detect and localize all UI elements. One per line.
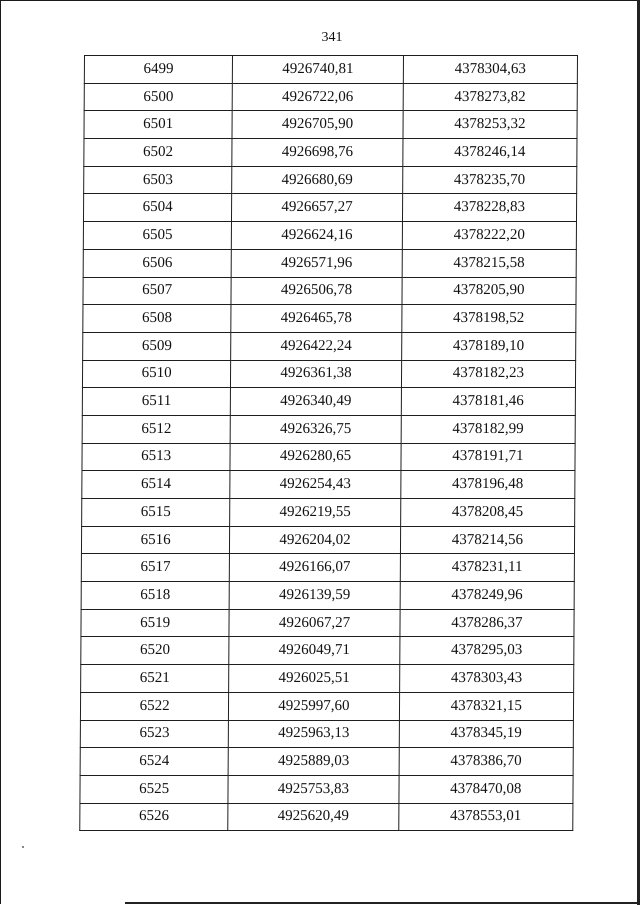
point-number-cell: 6509	[83, 332, 231, 360]
y-coordinate-cell: 4378246,14	[402, 139, 577, 167]
x-coordinate-cell: 4926422,24	[231, 332, 402, 360]
table-row	[82, 415, 575, 443]
table-row	[83, 222, 576, 250]
point-number-cell: 6514	[82, 471, 230, 499]
y-coordinate-cell: 4378303,43	[399, 665, 574, 693]
x-coordinate-cell: 4925620,49	[228, 803, 399, 831]
table-row	[82, 443, 575, 471]
x-coordinate-cell: 4926657,27	[232, 194, 403, 222]
y-coordinate-cell: 4378231,11	[400, 554, 575, 582]
point-number-cell: 6511	[82, 388, 230, 416]
point-number-cell: 6512	[82, 415, 230, 443]
point-number-cell: 6507	[83, 277, 231, 305]
point-number-cell: 6517	[81, 554, 229, 582]
x-coordinate-cell: 4926571,96	[231, 249, 402, 277]
y-coordinate-cell: 4378235,70	[402, 166, 577, 194]
y-coordinate-cell: 4378286,37	[400, 609, 575, 637]
table-row	[80, 803, 573, 831]
y-coordinate-cell: 4378208,45	[400, 499, 575, 527]
x-coordinate-cell: 4926326,75	[230, 415, 401, 443]
x-coordinate-cell: 4925963,13	[229, 720, 400, 748]
x-coordinate-cell: 4926049,71	[229, 637, 400, 665]
y-coordinate-cell: 4378228,83	[402, 194, 577, 222]
table-row	[83, 305, 576, 333]
point-number-cell: 6499	[84, 56, 232, 84]
point-number-cell: 6526	[80, 803, 228, 831]
table-row	[81, 554, 574, 582]
table-row	[80, 692, 573, 720]
table-row	[83, 332, 576, 360]
table-row	[84, 56, 577, 84]
point-number-cell: 6502	[84, 139, 232, 167]
x-coordinate-cell: 4926698,76	[232, 139, 403, 167]
point-number-cell: 6518	[81, 582, 229, 610]
table-row	[80, 748, 573, 776]
point-number-cell: 6513	[82, 443, 230, 471]
table-row	[84, 139, 577, 167]
y-coordinate-cell: 4378249,96	[400, 582, 575, 610]
y-coordinate-cell: 4378182,23	[401, 360, 576, 388]
x-coordinate-cell: 4926722,06	[232, 83, 403, 111]
y-coordinate-cell: 4378386,70	[399, 748, 574, 776]
point-number-cell: 6524	[80, 748, 228, 776]
table-row	[81, 609, 574, 637]
table-row	[84, 166, 577, 194]
y-coordinate-cell: 4378189,10	[401, 332, 576, 360]
point-number-cell: 6505	[83, 222, 231, 250]
x-coordinate-cell: 4926361,38	[231, 360, 402, 388]
point-number-cell: 6515	[82, 499, 230, 527]
y-coordinate-cell: 4378205,90	[402, 277, 577, 305]
x-coordinate-cell: 4926219,55	[230, 499, 401, 527]
y-coordinate-cell: 4378273,82	[403, 83, 578, 111]
table-row	[81, 582, 574, 610]
point-number-cell: 6520	[81, 637, 229, 665]
x-coordinate-cell: 4926166,07	[230, 554, 401, 582]
x-coordinate-cell: 4925753,83	[228, 775, 399, 803]
point-number-cell: 6523	[80, 720, 228, 748]
point-number-cell: 6508	[83, 305, 231, 333]
point-number-cell: 6503	[84, 166, 232, 194]
page-number: 341	[321, 30, 343, 45]
x-coordinate-cell: 4926280,65	[230, 443, 401, 471]
table-row	[83, 249, 576, 277]
point-number-cell: 6501	[84, 111, 232, 139]
table-row	[80, 775, 573, 803]
y-coordinate-cell: 4378214,56	[400, 526, 575, 554]
point-number-cell: 6510	[82, 360, 230, 388]
x-coordinate-cell: 4925997,60	[229, 692, 400, 720]
table-row	[82, 499, 575, 527]
table-row	[82, 471, 575, 499]
table-row	[84, 83, 577, 111]
point-number-cell: 6525	[80, 775, 228, 803]
y-coordinate-cell: 4378470,08	[399, 775, 574, 803]
y-coordinate-cell: 4378182,99	[401, 415, 576, 443]
x-coordinate-cell: 4926254,43	[230, 471, 401, 499]
coordinates-table	[79, 55, 578, 831]
x-coordinate-cell: 4926067,27	[229, 609, 400, 637]
y-coordinate-cell: 4378253,32	[403, 111, 578, 139]
x-coordinate-cell: 4926465,78	[231, 305, 402, 333]
x-coordinate-cell: 4926624,16	[232, 222, 403, 250]
x-coordinate-cell: 4926705,90	[232, 111, 403, 139]
table-row	[82, 388, 575, 416]
x-coordinate-cell: 4926204,02	[230, 526, 401, 554]
y-coordinate-cell: 4378295,03	[399, 637, 574, 665]
coordinates-table-body	[80, 56, 578, 831]
point-number-cell: 6522	[80, 692, 228, 720]
y-coordinate-cell: 4378553,01	[398, 803, 573, 831]
table-row	[83, 277, 576, 305]
table-row	[84, 111, 577, 139]
x-coordinate-cell: 4925889,03	[228, 748, 399, 776]
table-row	[80, 720, 573, 748]
y-coordinate-cell: 4378196,48	[400, 471, 575, 499]
x-coordinate-cell: 4926506,78	[231, 277, 402, 305]
table-row	[81, 665, 574, 693]
y-coordinate-cell: 4378345,19	[399, 720, 574, 748]
point-number-cell: 6519	[81, 609, 229, 637]
point-number-cell: 6500	[84, 83, 232, 111]
y-coordinate-cell: 4378191,71	[401, 443, 576, 471]
x-coordinate-cell: 4926340,49	[231, 388, 402, 416]
x-coordinate-cell: 4926680,69	[232, 166, 403, 194]
x-coordinate-cell: 4926740,81	[233, 56, 404, 84]
table-row	[82, 360, 575, 388]
point-number-cell: 6516	[81, 526, 229, 554]
y-coordinate-cell: 4378181,46	[401, 388, 576, 416]
y-coordinate-cell: 4378321,15	[399, 692, 574, 720]
point-number-cell: 6506	[83, 249, 231, 277]
point-number-cell: 6504	[83, 194, 231, 222]
y-coordinate-cell: 4378222,20	[402, 222, 577, 250]
x-coordinate-cell: 4926139,59	[229, 582, 400, 610]
table-row	[83, 194, 576, 222]
y-coordinate-cell: 4378304,63	[403, 56, 578, 84]
table-row	[81, 637, 574, 665]
y-coordinate-cell: 4378198,52	[401, 305, 576, 333]
y-coordinate-cell: 4378215,58	[402, 249, 577, 277]
scan-bottom-edge	[125, 902, 640, 904]
point-number-cell: 6521	[81, 665, 229, 693]
scan-speck	[22, 846, 24, 848]
x-coordinate-cell: 4926025,51	[229, 665, 400, 693]
table-row	[81, 526, 574, 554]
